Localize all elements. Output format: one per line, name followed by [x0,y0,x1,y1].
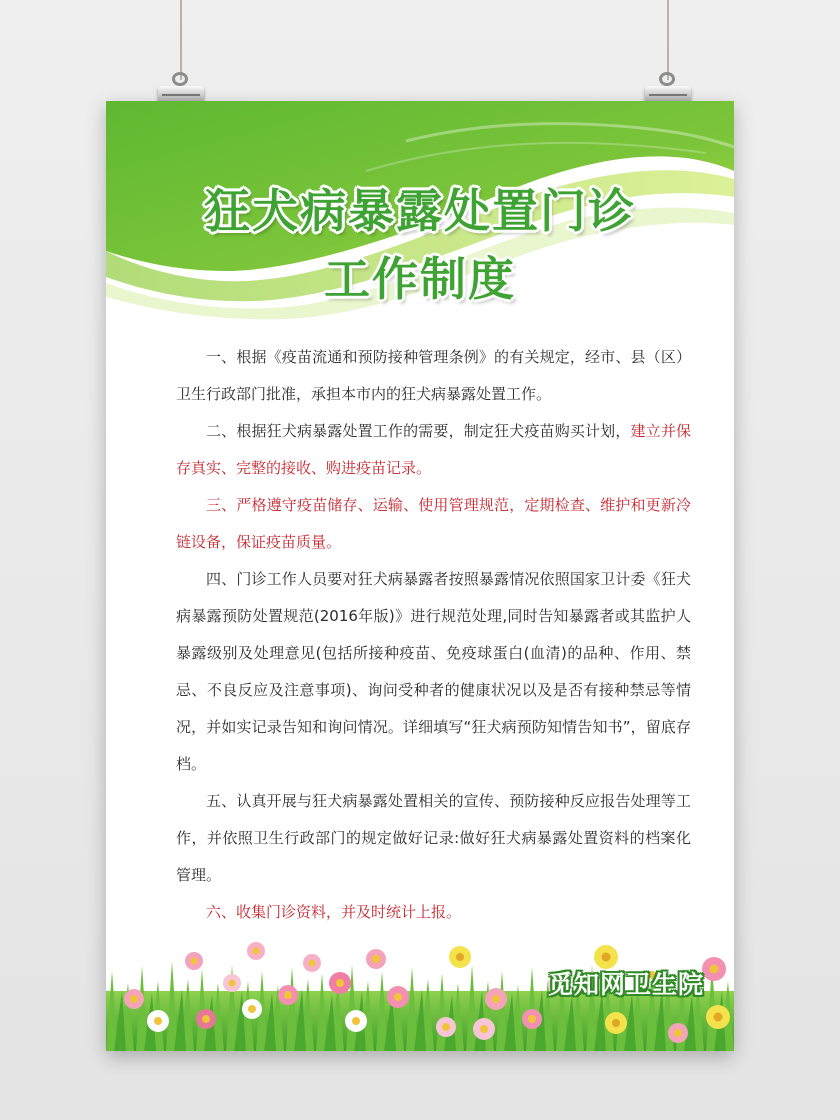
rules-body [176,339,691,931]
rule-paragraph-2 [176,413,691,487]
hanging-wire-right [667,0,669,80]
rule-paragraph-1: 一、根据《疫苗流通和预防接种管理条例》的有关规定，经市、县（区）卫生行政部门批准，承担本市内的狂犬病暴露处置工作。 [176,348,691,403]
rule-paragraph-2-text: 二、根据狂犬病暴露处置工作的需要，制定狂犬疫苗购买计划， [206,422,631,440]
rule-paragraph-2-red: 建立并保存真实、完整的接收、购进疫苗记录。 [176,422,691,477]
hanging-wire-left [180,0,182,80]
brand-name: 觅知网卫生院 [547,970,704,999]
poster-title-line1: 狂犬病暴露处置门诊 [204,184,636,238]
poster-title-line2: 工作制度 [324,252,516,306]
rule-paragraph-4: 四、门诊工作人员要对狂犬病暴露者按照暴露情况依照国家卫计委《狂犬病暴露预防处置规范(2016年版)》进行规范处理,同时告知暴露者或其监护人暴露级别及处理意见(包括所接种疫苗、免疫球蛋白(血清)的品种、作用、禁忌、不良反应及注意事项)、询问受种者的健康状况以及是否有接种禁忌等情况，并如实记录告知和询问情况。详细填写“狂犬病预防知情告知书”，留底存档。 [176,570,691,773]
poster [106,101,734,1051]
rule-paragraph-6: 六、收集门诊资料，并及时统计上报。 [206,903,462,921]
rule-paragraph-5: 五、认真开展与狂犬病暴露处置相关的宣传、预防接种反应报告处理等工作，并依照卫生行政部门的规定做好记录:做好狂犬病暴露处置资料的档案化管理。 [176,792,691,884]
rule-paragraph-3: 三、严格遵守疫苗储存、运输、使用管理规范，定期检查、维护和更新冷链设备，保证疫苗质量。 [176,496,691,551]
